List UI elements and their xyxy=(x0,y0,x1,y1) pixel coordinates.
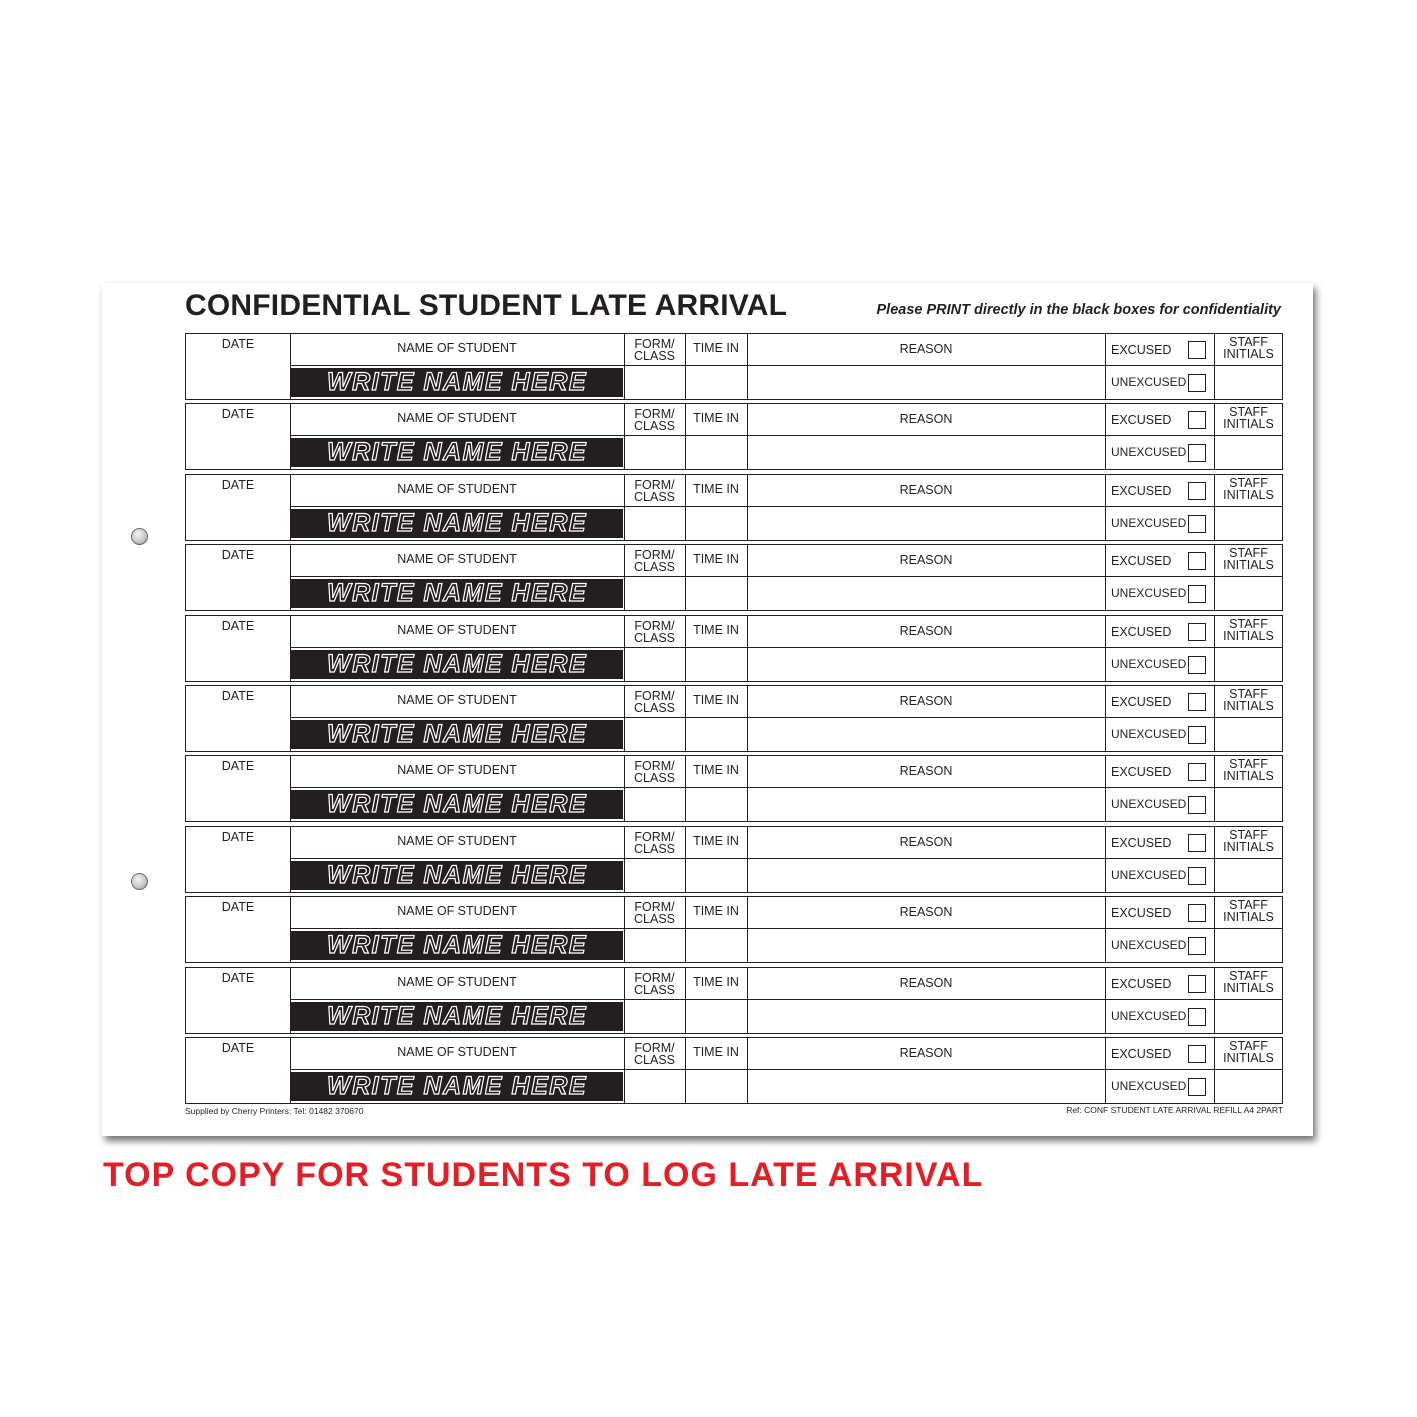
name-placeholder-text: WRITE NAME HERE xyxy=(327,931,587,960)
staff-initials-label xyxy=(1214,336,1283,360)
date-label: DATE xyxy=(221,970,255,985)
punch-hole-top xyxy=(131,528,148,545)
staff-initials-label xyxy=(1214,899,1283,923)
time-in-label: TIME IN xyxy=(693,904,739,919)
staff-initials-label xyxy=(1214,829,1283,853)
staff-initials-label-line1: STAFF xyxy=(1229,475,1268,490)
student-name-field[interactable] xyxy=(291,368,623,397)
student-name-field[interactable] xyxy=(291,931,623,960)
unexcused-checkbox[interactable] xyxy=(1188,1008,1206,1026)
staff-initials-label xyxy=(1214,688,1283,712)
date-label: DATE xyxy=(221,829,255,844)
form-class-label-line2: CLASS xyxy=(634,1052,675,1067)
date-label: DATE xyxy=(221,407,255,422)
staff-initials-label xyxy=(1214,477,1283,501)
form-class-label xyxy=(624,831,685,855)
student-name-field[interactable] xyxy=(291,650,623,679)
excused-checkbox[interactable] xyxy=(1188,834,1206,852)
student-name-field[interactable] xyxy=(291,438,623,467)
form-class-label xyxy=(624,338,685,362)
student-name-field[interactable] xyxy=(291,1002,623,1031)
excused-label: EXCUSED xyxy=(1111,413,1172,428)
staff-initials-label-line1: STAFF xyxy=(1229,616,1268,631)
form-class-label-line2: CLASS xyxy=(634,771,675,786)
excused-checkbox[interactable] xyxy=(1188,552,1206,570)
late-arrival-entry xyxy=(185,333,1283,400)
unexcused-label: UNEXCUSED xyxy=(1111,867,1187,882)
excused-label: EXCUSED xyxy=(1111,554,1172,569)
excused-label: EXCUSED xyxy=(1111,694,1172,709)
staff-initials-label-line1: STAFF xyxy=(1229,898,1268,913)
form-class-label-line2: CLASS xyxy=(634,912,675,927)
form-class-label xyxy=(624,690,685,714)
date-label: DATE xyxy=(221,337,255,351)
student-name-field[interactable] xyxy=(291,579,623,608)
staff-initials-label-line1: STAFF xyxy=(1229,827,1268,842)
reason-label: REASON xyxy=(899,905,953,920)
unexcused-label: UNEXCUSED xyxy=(1111,1078,1187,1093)
staff-initials-label-line1: STAFF xyxy=(1229,757,1268,772)
late-arrival-entry xyxy=(185,403,1283,470)
staff-initials-label-line1: STAFF xyxy=(1229,405,1268,420)
name-placeholder-text: WRITE NAME HERE xyxy=(327,508,587,537)
form-class-label-line2: CLASS xyxy=(634,419,675,434)
form-sheet xyxy=(102,283,1313,1136)
name-placeholder-text: WRITE NAME HERE xyxy=(327,649,587,678)
name-of-student-label: NAME OF STUDENT xyxy=(397,833,517,848)
unexcused-checkbox[interactable] xyxy=(1188,1078,1206,1096)
excused-label: EXCUSED xyxy=(1111,835,1172,850)
staff-initials-label-line2: INITIALS xyxy=(1223,839,1274,854)
form-class-label-line2: CLASS xyxy=(634,560,675,575)
time-in-label: TIME IN xyxy=(693,1044,739,1059)
unexcused-label: UNEXCUSED xyxy=(1111,726,1187,741)
name-placeholder-text: WRITE NAME HERE xyxy=(327,719,587,748)
reason-label: REASON xyxy=(899,764,953,779)
unexcused-label: UNEXCUSED xyxy=(1111,586,1187,601)
late-arrival-entry xyxy=(185,826,1283,893)
form-class-label xyxy=(624,972,685,996)
staff-initials-label-line1: STAFF xyxy=(1229,968,1268,983)
name-of-student-label: NAME OF STUDENT xyxy=(397,552,517,567)
name-placeholder-text: WRITE NAME HERE xyxy=(327,1071,587,1100)
reference-footer: Ref: CONF STUDENT LATE ARRIVAL REFILL A4 2PART xyxy=(1066,1105,1283,1115)
form-class-label-line1: FORM/ xyxy=(634,970,675,985)
time-in-label: TIME IN xyxy=(693,692,739,707)
staff-initials-label-line1: STAFF xyxy=(1229,686,1268,701)
date-label: DATE xyxy=(221,477,255,492)
form-class-label-line2: CLASS xyxy=(634,489,675,504)
excused-label: EXCUSED xyxy=(1111,906,1172,921)
name-placeholder-text: WRITE NAME HERE xyxy=(327,368,587,396)
excused-label: EXCUSED xyxy=(1111,483,1172,498)
date-label: DATE xyxy=(221,618,255,633)
excused-checkbox[interactable] xyxy=(1188,341,1206,359)
form-class-label-line1: FORM/ xyxy=(634,337,675,351)
staff-initials-label-line2: INITIALS xyxy=(1223,487,1274,502)
form-class-label-line1: FORM/ xyxy=(634,548,675,563)
excused-checkbox[interactable] xyxy=(1188,1045,1206,1063)
reason-label: REASON xyxy=(899,553,953,568)
excused-label: EXCUSED xyxy=(1111,624,1172,639)
staff-initials-label-line2: INITIALS xyxy=(1223,417,1274,432)
unexcused-label: UNEXCUSED xyxy=(1111,375,1187,389)
unexcused-checkbox[interactable] xyxy=(1188,796,1206,814)
reason-label: REASON xyxy=(899,342,953,356)
staff-initials-label xyxy=(1214,406,1283,430)
name-placeholder-text: WRITE NAME HERE xyxy=(327,579,587,608)
name-of-student-label: NAME OF STUDENT xyxy=(397,692,517,707)
name-of-student-label: NAME OF STUDENT xyxy=(397,341,517,355)
time-in-label: TIME IN xyxy=(693,763,739,778)
staff-initials-label-line2: INITIALS xyxy=(1223,698,1274,713)
name-of-student-label: NAME OF STUDENT xyxy=(397,763,517,778)
punch-hole-bottom xyxy=(131,873,148,890)
staff-initials-label-line2: INITIALS xyxy=(1223,558,1274,573)
staff-initials-label-line2: INITIALS xyxy=(1223,628,1274,643)
unexcused-label: UNEXCUSED xyxy=(1111,445,1187,460)
name-of-student-label: NAME OF STUDENT xyxy=(397,622,517,637)
staff-initials-label xyxy=(1214,1040,1283,1064)
unexcused-checkbox[interactable] xyxy=(1188,585,1206,603)
date-label: DATE xyxy=(221,759,255,774)
late-arrival-entry xyxy=(185,896,1283,963)
late-arrival-entry xyxy=(185,755,1283,822)
staff-initials-label xyxy=(1214,970,1283,994)
date-label: DATE xyxy=(221,900,255,915)
excused-checkbox[interactable] xyxy=(1188,693,1206,711)
form-class-label-line2: CLASS xyxy=(634,630,675,645)
name-of-student-label: NAME OF STUDENT xyxy=(397,1044,517,1059)
form-title: CONFIDENTIAL STUDENT LATE ARRIVAL xyxy=(185,289,788,322)
form-class-label xyxy=(624,760,685,784)
student-name-field[interactable] xyxy=(291,1072,623,1101)
excused-checkbox[interactable] xyxy=(1188,623,1206,641)
date-label: DATE xyxy=(221,688,255,703)
form-instruction: Please PRINT directly in the black boxes for confidentiality xyxy=(876,302,1281,318)
staff-initials-label xyxy=(1214,758,1283,782)
unexcused-label: UNEXCUSED xyxy=(1111,656,1187,671)
name-of-student-label: NAME OF STUDENT xyxy=(397,411,517,426)
reason-label: REASON xyxy=(899,412,953,427)
staff-initials-label-line1: STAFF xyxy=(1229,335,1268,349)
excused-checkbox[interactable] xyxy=(1188,482,1206,500)
staff-initials-label-line2: INITIALS xyxy=(1223,1050,1274,1065)
form-class-label-line1: FORM/ xyxy=(634,900,675,915)
unexcused-label: UNEXCUSED xyxy=(1111,797,1187,812)
unexcused-checkbox[interactable] xyxy=(1188,937,1206,955)
staff-initials-label xyxy=(1214,618,1283,642)
excused-label: EXCUSED xyxy=(1111,976,1172,991)
entries-list xyxy=(185,333,1283,1107)
staff-initials-label-line2: INITIALS xyxy=(1223,980,1274,995)
date-label: DATE xyxy=(221,1040,255,1055)
excused-checkbox[interactable] xyxy=(1188,411,1206,429)
form-class-label-line1: FORM/ xyxy=(634,688,675,703)
student-name-field[interactable] xyxy=(291,790,623,819)
date-label: DATE xyxy=(221,548,255,563)
form-class-label xyxy=(624,620,685,644)
form-class-label xyxy=(624,1042,685,1066)
excused-label: EXCUSED xyxy=(1111,343,1172,357)
form-class-label xyxy=(624,479,685,503)
reason-label: REASON xyxy=(899,693,953,708)
form-class-label-line1: FORM/ xyxy=(634,1040,675,1055)
late-arrival-entry xyxy=(185,1037,1283,1104)
time-in-label: TIME IN xyxy=(693,411,739,426)
form-class-label-line1: FORM/ xyxy=(634,759,675,774)
excused-checkbox[interactable] xyxy=(1188,763,1206,781)
staff-initials-label xyxy=(1214,547,1283,571)
form-class-label-line2: CLASS xyxy=(634,700,675,715)
late-arrival-entry xyxy=(185,967,1283,1034)
unexcused-checkbox[interactable] xyxy=(1188,656,1206,674)
time-in-label: TIME IN xyxy=(693,552,739,567)
unexcused-checkbox[interactable] xyxy=(1188,726,1206,744)
late-arrival-entry xyxy=(185,615,1283,682)
form-class-label xyxy=(624,408,685,432)
time-in-label: TIME IN xyxy=(693,974,739,989)
reason-label: REASON xyxy=(899,834,953,849)
late-arrival-entry xyxy=(185,474,1283,541)
time-in-label: TIME IN xyxy=(693,833,739,848)
supplier-footer: Supplied by Cherry Printers: Tel: 01482 370670 xyxy=(185,1106,364,1116)
unexcused-checkbox[interactable] xyxy=(1188,374,1206,392)
reason-label: REASON xyxy=(899,623,953,638)
unexcused-label: UNEXCUSED xyxy=(1111,1008,1187,1023)
unexcused-checkbox[interactable] xyxy=(1188,444,1206,462)
form-class-label-line1: FORM/ xyxy=(634,407,675,422)
name-placeholder-text: WRITE NAME HERE xyxy=(327,438,587,467)
reason-label: REASON xyxy=(899,1045,953,1060)
name-placeholder-text: WRITE NAME HERE xyxy=(327,790,587,819)
copy-caption: TOP COPY FOR STUDENTS TO LOG LATE ARRIVAL xyxy=(103,1156,984,1194)
form-class-label xyxy=(624,549,685,573)
unexcused-label: UNEXCUSED xyxy=(1111,515,1187,530)
name-placeholder-text: WRITE NAME HERE xyxy=(327,1001,587,1030)
student-name-field[interactable] xyxy=(291,861,623,890)
unexcused-checkbox[interactable] xyxy=(1188,867,1206,885)
excused-label: EXCUSED xyxy=(1111,765,1172,780)
form-class-label-line1: FORM/ xyxy=(634,618,675,633)
name-of-student-label: NAME OF STUDENT xyxy=(397,974,517,989)
time-in-label: TIME IN xyxy=(693,622,739,637)
staff-initials-label-line2: INITIALS xyxy=(1223,347,1274,361)
form-class-label-line1: FORM/ xyxy=(634,477,675,492)
form-class-label xyxy=(624,901,685,925)
form-class-label-line2: CLASS xyxy=(634,349,675,363)
name-of-student-label: NAME OF STUDENT xyxy=(397,481,517,496)
form-class-label-line2: CLASS xyxy=(634,982,675,997)
unexcused-checkbox[interactable] xyxy=(1188,515,1206,533)
form-class-label-line2: CLASS xyxy=(634,841,675,856)
late-arrival-entry xyxy=(185,685,1283,752)
time-in-label: TIME IN xyxy=(693,481,739,496)
excused-label: EXCUSED xyxy=(1111,1046,1172,1061)
reason-label: REASON xyxy=(899,482,953,497)
staff-initials-label-line1: STAFF xyxy=(1229,546,1268,561)
form-class-label-line1: FORM/ xyxy=(634,829,675,844)
staff-initials-label-line2: INITIALS xyxy=(1223,910,1274,925)
name-of-student-label: NAME OF STUDENT xyxy=(397,904,517,919)
time-in-label: TIME IN xyxy=(693,341,739,355)
excused-checkbox[interactable] xyxy=(1188,975,1206,993)
reason-label: REASON xyxy=(899,975,953,990)
staff-initials-label-line2: INITIALS xyxy=(1223,769,1274,784)
name-placeholder-text: WRITE NAME HERE xyxy=(327,860,587,889)
student-name-field[interactable] xyxy=(291,720,623,749)
student-name-field[interactable] xyxy=(291,509,623,538)
excused-checkbox[interactable] xyxy=(1188,904,1206,922)
unexcused-label: UNEXCUSED xyxy=(1111,938,1187,953)
late-arrival-entry xyxy=(185,544,1283,611)
staff-initials-label-line1: STAFF xyxy=(1229,1038,1268,1053)
